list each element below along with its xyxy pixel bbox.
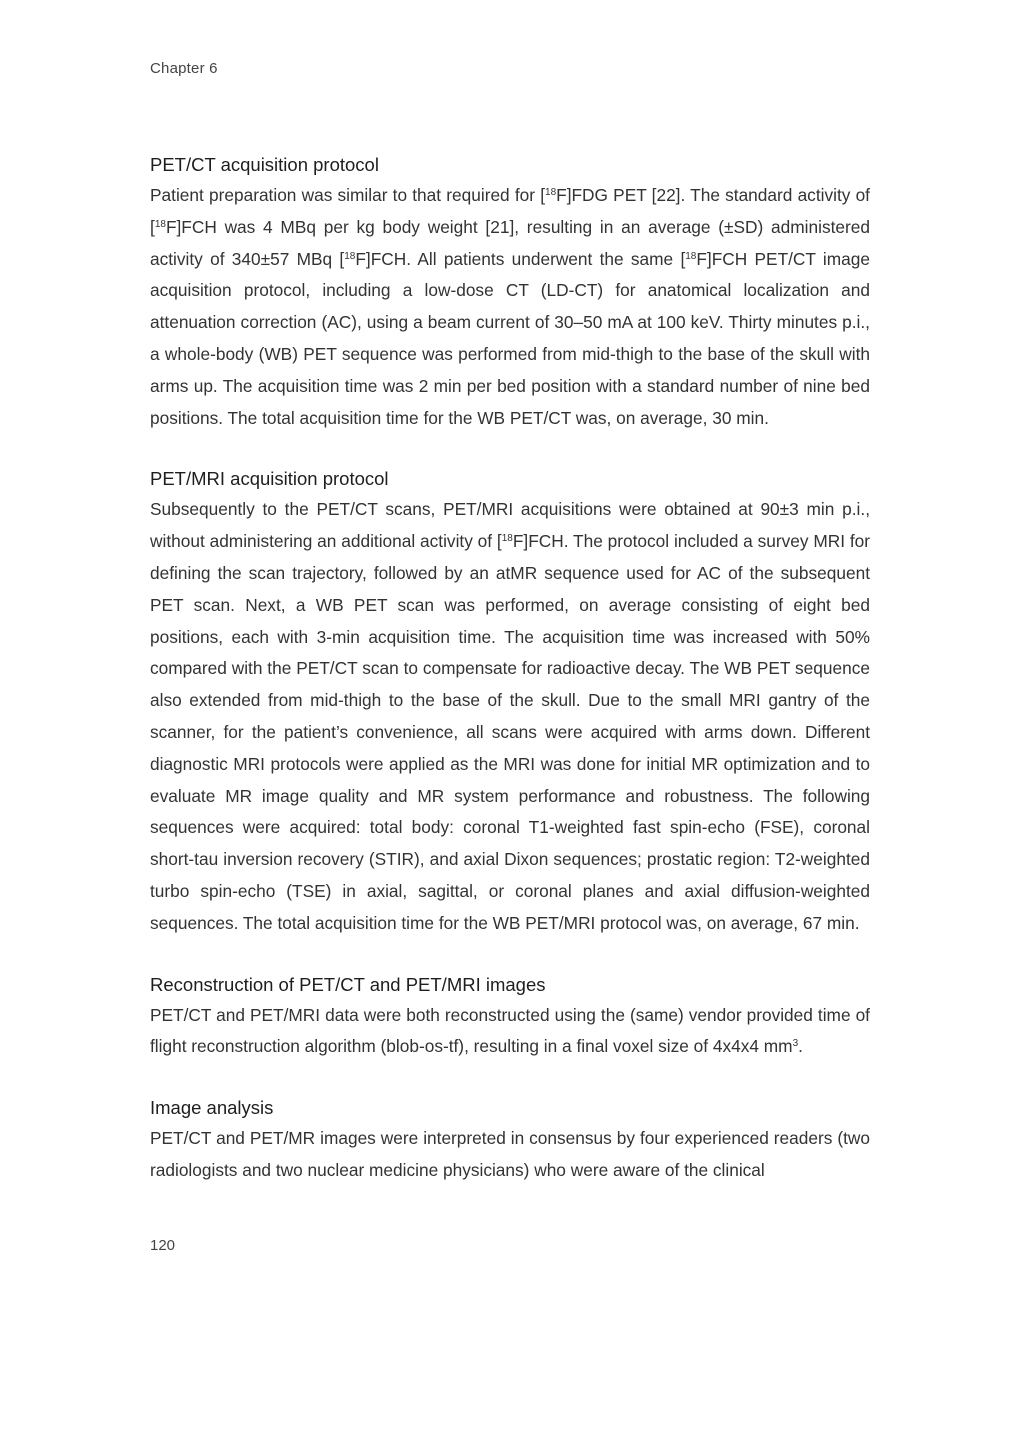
section-pet-ct-protocol bbox=[150, 150, 870, 434]
section-paragraph bbox=[150, 1000, 870, 1064]
section-reconstruction bbox=[150, 970, 870, 1064]
text-run: . bbox=[798, 1036, 803, 1057]
section-pet-mri-protocol bbox=[150, 464, 870, 939]
section-paragraph bbox=[150, 494, 870, 939]
superscript: 18 bbox=[154, 218, 166, 230]
superscript: 18 bbox=[545, 187, 557, 198]
section-paragraph bbox=[150, 1123, 870, 1187]
text-run: F]FCH. All patients underwent the same [ bbox=[355, 248, 686, 269]
section-heading: PET/MRI acquisition protocol bbox=[150, 468, 389, 490]
superscript: 3 bbox=[792, 1038, 799, 1050]
section-heading: Reconstruction of PET/CT and PET/MRI images bbox=[150, 973, 546, 995]
section-image-analysis bbox=[150, 1093, 870, 1187]
superscript: 18 bbox=[685, 250, 697, 262]
text-run: F]FCH PET/CT image acquisition protocol, including a low-dose CT (LD-CT) for anatomical localization and attenuation correction (AC), using a beam current of 30–50 mA at 100 keV. Thirty minutes p.i., a whole-body (WB) PET sequence was performed from mid-thigh to the base of the skull with arms up. The acquisition time was 2 min per bed position with a standard number of nine bed positions. The total acquisition time for the WB PET/CT was, on average, 30 min. bbox=[150, 248, 871, 428]
section-paragraph bbox=[150, 180, 870, 434]
text-run: PET/CT and PET/MR images were interpreted in consensus by four experienced readers (two radiologists and two nuclear medicine physicians) who were aware of the clinical bbox=[150, 1128, 870, 1180]
section-heading: PET/CT acquisition protocol bbox=[150, 154, 379, 175]
section-heading: Image analysis bbox=[150, 1097, 274, 1119]
main-content bbox=[150, 150, 870, 1217]
superscript: 18 bbox=[501, 533, 513, 545]
text-run: Subsequently to the PET/CT scans, PET/MRI acquisitions were obtained at 90±3 min p.i., without administering an additional activity of [ bbox=[150, 499, 870, 552]
page-number: 120 bbox=[150, 1237, 176, 1254]
text-run: F]FCH. The protocol included a survey MRI for defining the scan trajectory, followed by an atMR sequence used for AC of the subsequent PET scan. Next, a WB PET scan was performed, on average consisting of eight bed positions, each with 3-min acquisition time. The acquisition time was increased with 50% compared with the PET/CT scan to compensate for radioactive decay. The WB PET sequence also extended from mid-thigh to the base of the skull. Due to the small MRI gantry of the scanner, for the patient’s convenience, all scans were acquired with arms down. Different diagnostic MRI protocols were applied as the MRI was done for initial MR optimization and to evaluate MR image quality and MR system performance and robustness. The following sequences were acquired: total body: coronal T1-weighted fast spin-echo (FSE), coronal short-tau inversion recovery (STIR), and axial Dixon sequences; prostatic region: T2-weighted turbo spin-echo (TSE) in axial, sagittal, or coronal planes and axial diffusion-weighted sequences. The total acquisition time for the WB PET/MRI protocol was, on average, 67 min. bbox=[150, 531, 870, 933]
text-run: Patient preparation was similar to that required for [ bbox=[150, 185, 546, 205]
running-head: Chapter 6 bbox=[150, 60, 218, 77]
text-run: F]FDG PET [22]. The standard activity of [ bbox=[150, 185, 870, 237]
text-run: PET/CT and PET/MRI data were both reconstructed using the (same) vendor provided time of flight reconstruction algorithm (blob-os-tf), resulting in a final voxel size of 4x4x4 mm bbox=[150, 1004, 870, 1057]
superscript: 18 bbox=[344, 250, 356, 262]
text-run: F]FCH was 4 MBq per kg body weight [21], resulting in an average (±SD) administered activity of 340±57 MBq [ bbox=[150, 216, 870, 269]
